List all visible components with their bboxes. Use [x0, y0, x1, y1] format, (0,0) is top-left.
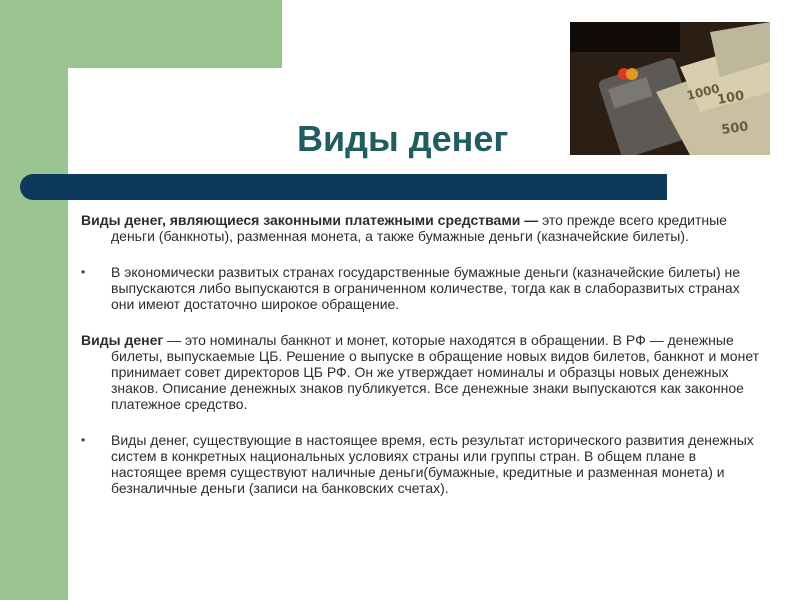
slide-body [81, 212, 761, 516]
paragraph-legal-tender-text: это прежде всего кредитные деньги (банкноты), разменная монета, а также бумажные деньги (казначейские билеты). [111, 212, 727, 244]
bullet-historical-development [81, 432, 761, 496]
paragraph-legal-tender-heading: Виды денег, являющиеся законными платежными средствами — [81, 212, 543, 228]
bullet-developed-countries [81, 264, 761, 312]
bullet-developed-countries-text: В экономически развитых странах государственные бумажные деньги (казначейские билеты) не выпускаются либо выпускаются в ограниченном количестве, тогда как в слаборазвитых странах они имеют достаточно широкое обращение. [111, 264, 741, 312]
svg-text:100: 100 [716, 88, 746, 108]
title-underline-bar [20, 174, 667, 200]
paragraph-legal-tender [81, 212, 761, 244]
svg-text:1000: 1000 [685, 81, 722, 103]
svg-text:500: 500 [720, 119, 750, 138]
money-photo-icon [570, 22, 770, 155]
left-green-band [0, 0, 68, 600]
paragraph-denominations [81, 332, 761, 412]
slide-title: Виды денег [297, 118, 509, 159]
bullet-marker: • [81, 265, 86, 279]
bullet-historical-development-text: Виды денег, существующие в настоящее время, есть результат исторического развития денежных систем в конкретных национальных условиях страны или группы стран. В общем плане в настоящее время существуют наличные деньги(бумажные, кредитные и разменная монета) и безналичные деньги (записи на банковских счетах). [111, 432, 754, 496]
paragraph-denominations-text: — это номиналы банкнот и монет, которые находятся в обращении. В РФ — денежные билеты, выпускаемые ЦБ. Решение о выпуске в обращение новых видов билетов, банкнот и монет принимает совет директоров ЦБ РФ. Он же утверждает номиналы и образцы новых денежных знаков. Описание денежных знаков публикуется. Все денежные знаки выпускаются как законное платежное средство. [111, 332, 760, 412]
bullet-marker: • [81, 433, 86, 447]
paragraph-denominations-heading: Виды денег [81, 332, 164, 348]
top-green-band [0, 0, 282, 68]
money-photo [570, 22, 770, 155]
rounded-corner [68, 68, 148, 148]
